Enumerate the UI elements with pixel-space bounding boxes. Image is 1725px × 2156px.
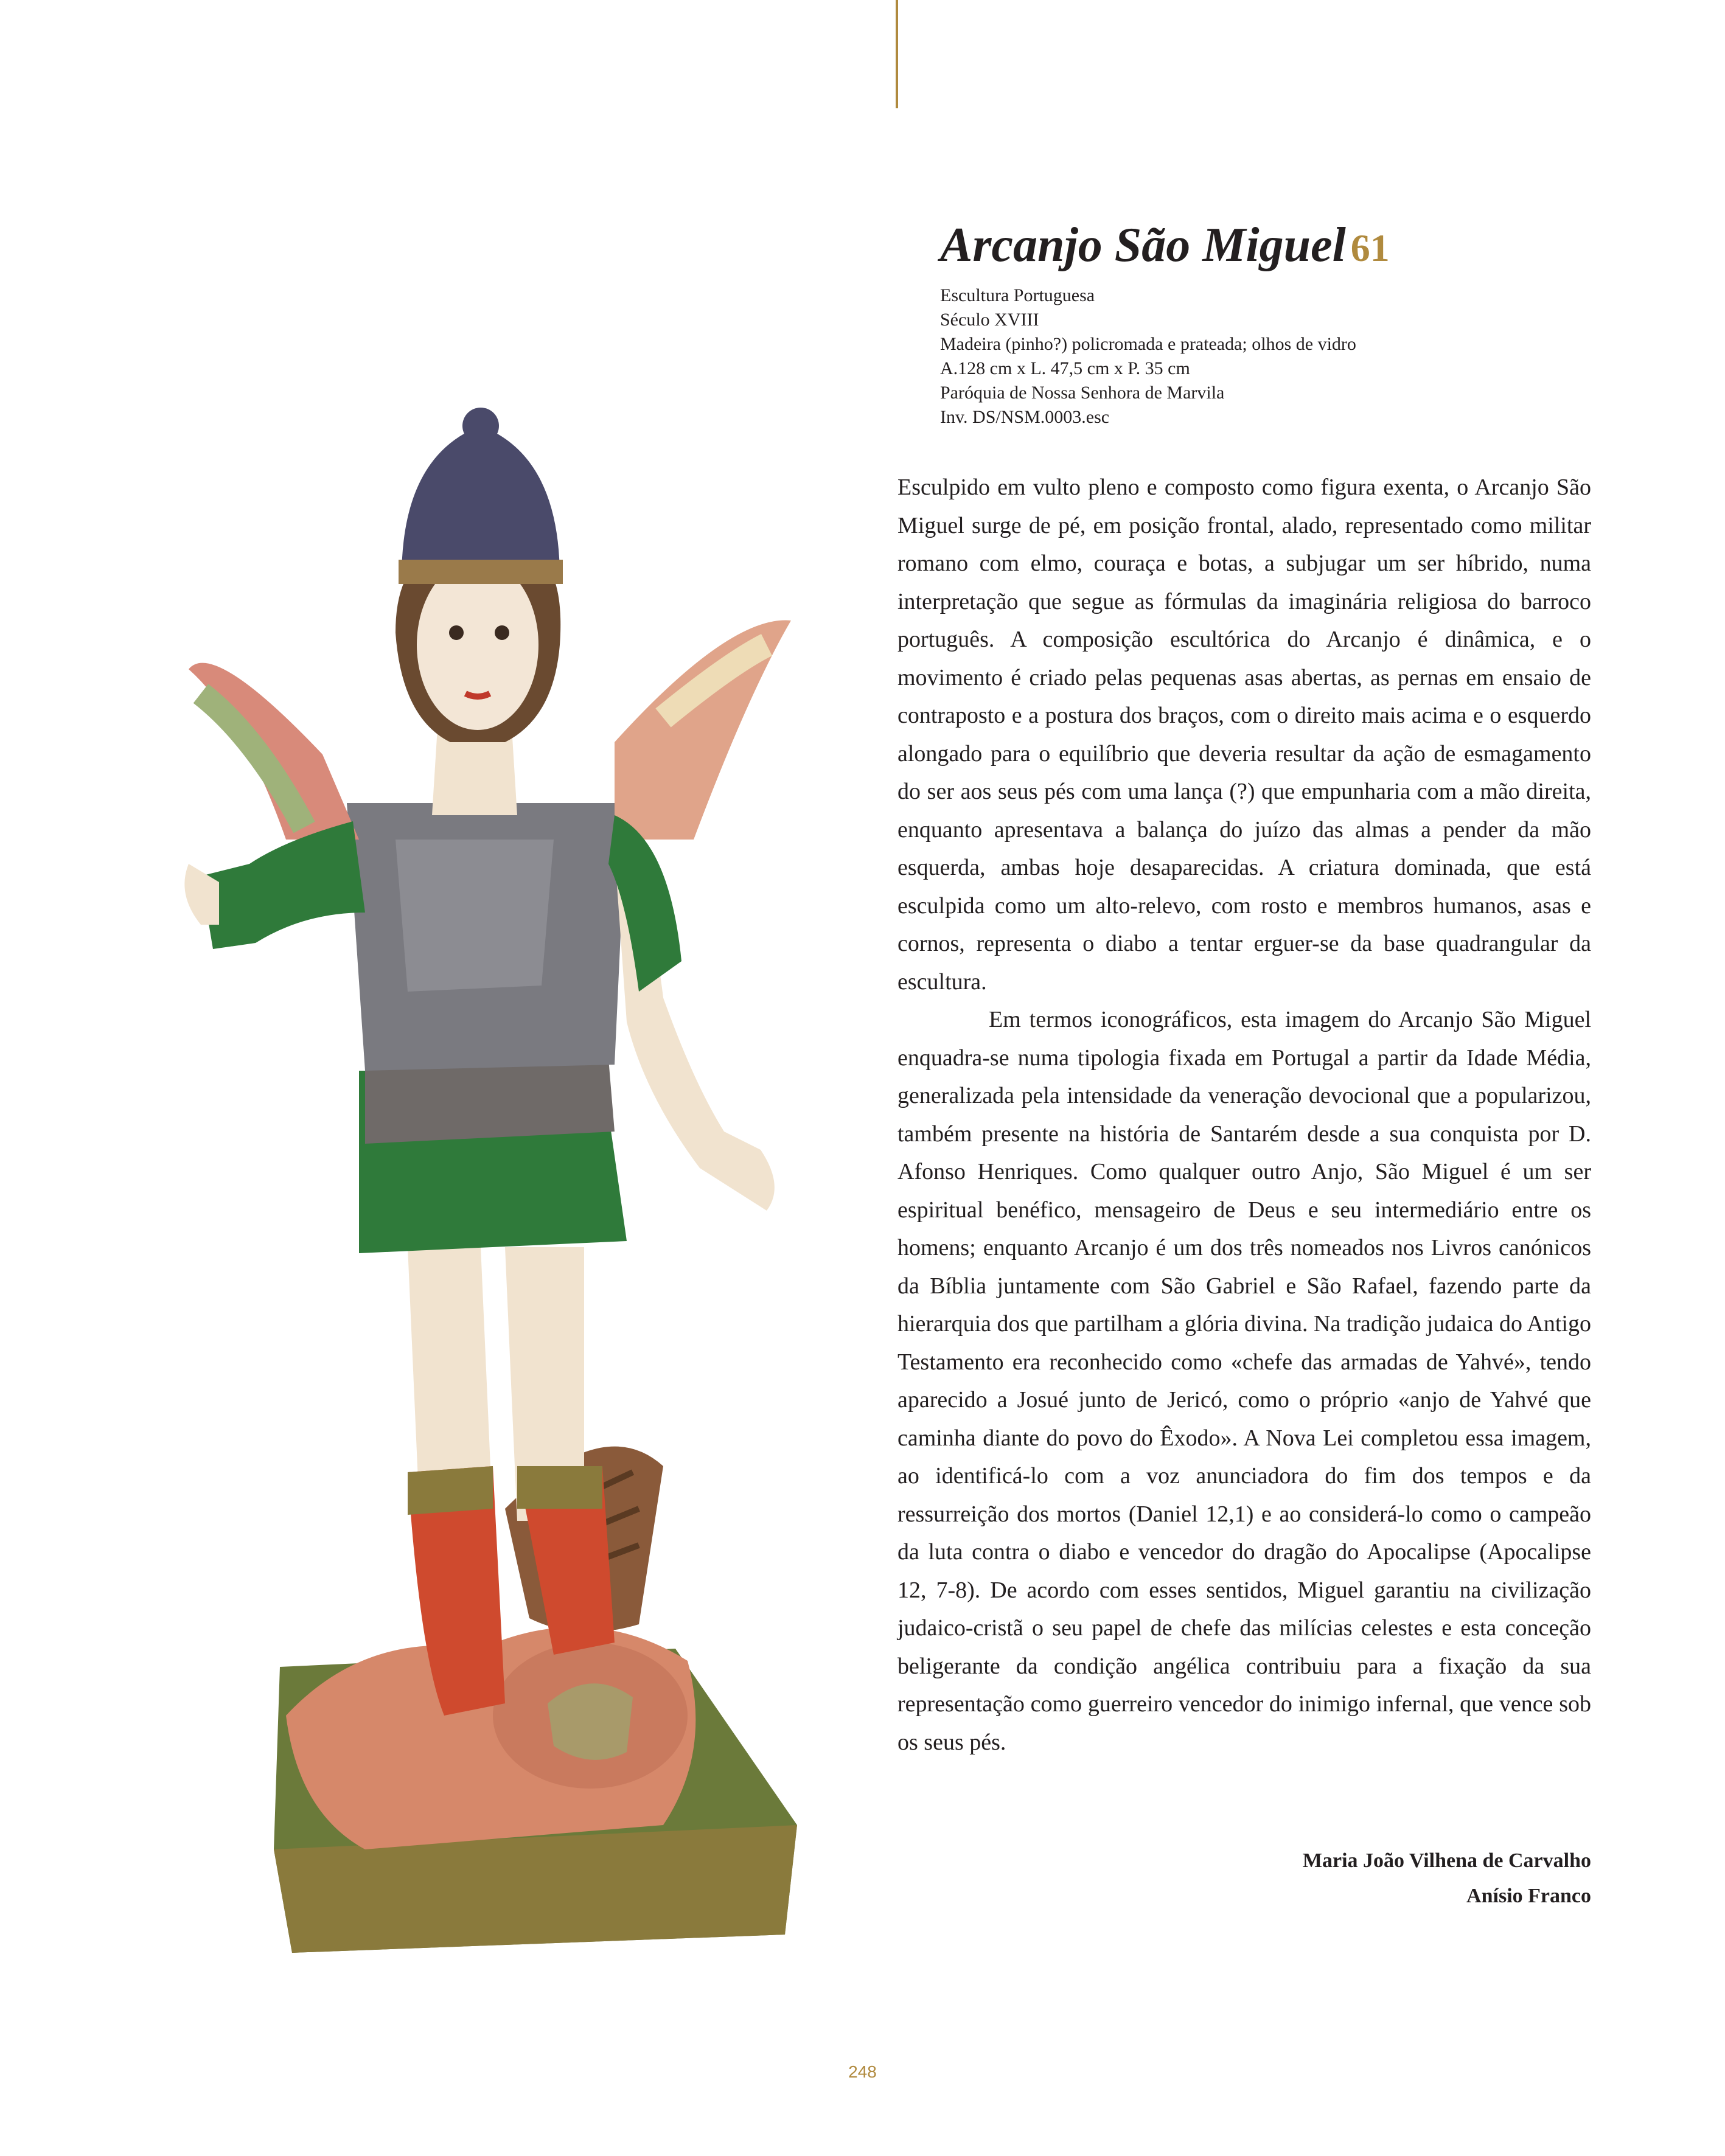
entry-metadata [940, 283, 1609, 429]
body-paragraph-2: Em termos iconográficos, esta imagem do Arcanjo São Miguel enquadra-se numa tipologia fixada em Portugal a partir da Idade Média, generalizada pela intensidade da veneração devocional que a popularizou, também presente na história de Santarém desde a sua conquista por D. Afonso Henriques. Como qualquer outro Anjo, São Miguel é um ser espiritual benéfico, mensageiro de Deus e seu intermediário entre os homens; enquanto Arcanjo é um dos três nomeados nos Livros canónicos da Bíblia juntamente com São Gabriel e São Rafael, fazendo parte da hierarquia dos que partilham a glória divina. Na tradição judaica do Antigo Testamento era reconhecido como «chefe das armadas de Yahvé», tendo aparecido a Josué junto de Jericó, como o próprio «anjo de Yahvé que caminha diante do povo do Êxodo». A Nova Lei completou essa imagem, ao identificá-lo com a voz anunciadora do fim dos tempos e da ressurreição dos mortos (Daniel 12,1) e ao considerá-lo como o campeão da luta contra o diabo e vencedor do dragão do Apocalipse (Apocalipse 12, 7-8). De acordo com esses sentidos, Miguel garantiu na civilização judaico-cristã o seu papel de chefe das milícias celestes e esta conceção beligerante da condição angélica contribuiu para a fixação da sua representação como guerreiro vencedor do inimigo infernal, que vence sob os seus pés. [897, 1007, 1591, 1755]
entry-body [897, 468, 1591, 1761]
meta-century: Século XVIII [940, 310, 1039, 330]
entry-title-text: Arcanjo São Miguel [940, 218, 1346, 272]
sculpture-photo [164, 377, 858, 1959]
body-paragraph-1: Esculpido em vulto pleno e composto como figura exenta, o Arcanjo São Miguel surge de pé, em posição frontal, alado, representado como militar romano com elmo, couraça e botas, a subjugar um ser híbrido, numa interpretação que segue as fórmulas da imaginária religiosa do barroco português. A composição escultórica do Arcanjo é dinâmica, e o movimento é criado pelas pequenas asas abertas, as pernas em ensaio de contraposto e a postura dos braços, com o direito mais acima e o esquerdo alongado para o equilíbrio que deveria resultar da ação de esmagamento do ser aos seus pés com uma lança (?) que empunharia com a mão direita, enquanto apresentava a balança do juízo das almas a pender da mão esquerda, ambas hoje desaparecidas. A criatura dominada, que está esculpida como um alto-relevo, com rosto e membros humanos, asas e cornos, representa o diabo a tentar erguer-se da base quadrangular da escultura. [897, 475, 1591, 995]
meta-owner: Paróquia de Nossa Senhora de Marvila [940, 383, 1225, 403]
author-name: Anísio Franco [1466, 1885, 1591, 1907]
authors-signature [1303, 1843, 1591, 1914]
meta-origin: Escultura Portuguesa [940, 285, 1095, 305]
author-name: Maria João Vilhena de Carvalho [1302, 1849, 1591, 1872]
top-divider-rule [896, 0, 898, 108]
entry-title [940, 216, 1609, 277]
catalogue-number: 61 [1350, 226, 1390, 270]
entry-header [940, 216, 1609, 429]
meta-inventory: Inv. DS/NSM.0003.esc [940, 407, 1110, 427]
page-number: 248 [848, 2062, 877, 2081]
meta-dimensions: A.128 cm x L. 47,5 cm x P. 35 cm [940, 358, 1190, 378]
meta-material: Madeira (pinho?) policromada e prateada; olhos de vidro [940, 334, 1356, 354]
